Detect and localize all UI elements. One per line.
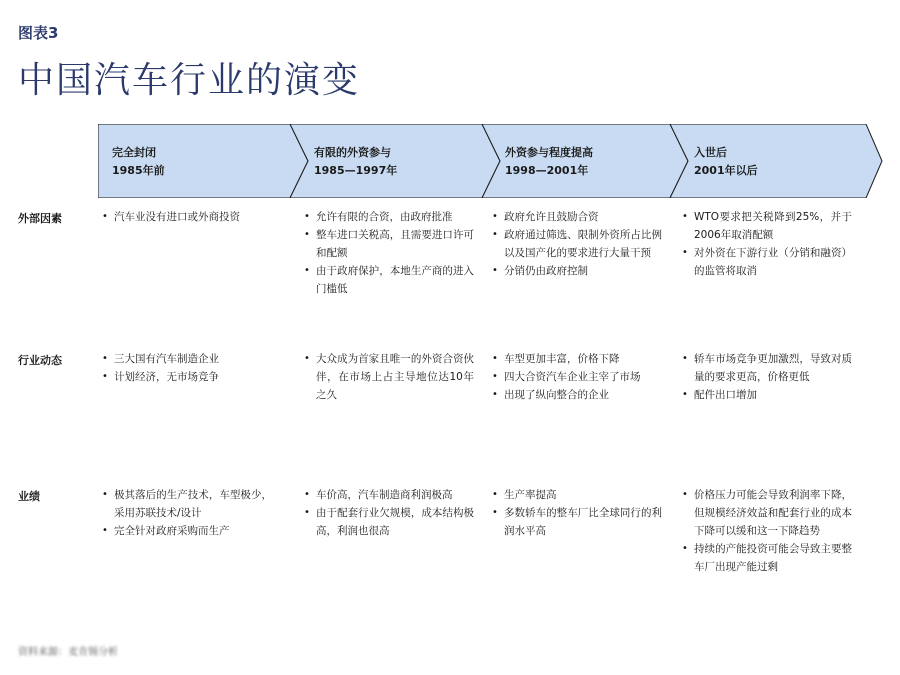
cell-performance-stage-4 (680, 486, 852, 576)
cell-performance-stage-1 (100, 486, 272, 540)
row-label-industry-dynamics: 行业动态 (18, 354, 62, 367)
list-item: • 出现了纵向整合的企业 (490, 386, 662, 404)
list-item: • 三大国有汽车制造企业 (100, 350, 272, 368)
stage-label-1 (112, 144, 282, 180)
list-item: • 政府允许且鼓励合资 (490, 208, 662, 226)
stage-name: 入世后 (694, 146, 727, 159)
cell-dynamics-stage-1 (100, 350, 272, 386)
list-item: • 持续的产能投资可能会导致主要整车厂出现产能过剩 (680, 540, 852, 576)
cell-dynamics-stage-3 (490, 350, 662, 404)
stage-period: 1985年前 (112, 164, 165, 177)
exhibit-label: 图表3 (18, 24, 59, 42)
cell-dynamics-stage-2 (302, 350, 474, 404)
row-label-performance: 业绩 (18, 490, 40, 503)
cell-external-stage-4 (680, 208, 852, 280)
list-item: • 多数轿车的整车厂比全球同行的利润水平高 (490, 504, 662, 540)
list-item: • 由于配套行业欠规模，成本结构极高，利润也很高 (302, 504, 474, 540)
source-note: 资料来源：麦肯锡分析 (18, 647, 118, 658)
list-item: • 计划经济，无市场竞争 (100, 368, 272, 386)
list-item: • 生产率提高 (490, 486, 662, 504)
stage-name: 完全封闭 (112, 146, 156, 159)
list-item: • 轿车市场竞争更加激烈，导致对质量的要求更高，价格更低 (680, 350, 852, 386)
list-item: • 完全针对政府采购而生产 (100, 522, 272, 540)
list-item: • 对外资在下游行业（分销和融资）的监管将取消 (680, 244, 852, 280)
list-item: • 允许有限的合资，由政府批准 (302, 208, 474, 226)
cell-dynamics-stage-4 (680, 350, 852, 404)
list-item: • 大众成为首家且唯一的外资合资伙伴，在市场上占主导地位达10年之久 (302, 350, 474, 404)
stage-label-2 (314, 144, 484, 180)
list-item: • 车价高，汽车制造商利润极高 (302, 486, 474, 504)
list-item: • 政府通过筛选、限制外资所占比例以及国产化的要求进行大量干预 (490, 226, 662, 262)
stage-label-4 (694, 144, 864, 180)
stage-period: 1998—2001年 (505, 164, 589, 177)
stage-label-3 (505, 144, 675, 180)
stage-name: 外资参与程度提高 (505, 146, 593, 159)
list-item: • 分销仍由政府控制 (490, 262, 662, 280)
list-item: • 配件出口增加 (680, 386, 852, 404)
list-item: • 四大合资汽车企业主宰了市场 (490, 368, 662, 386)
list-item: • WTO要求把关税降到25%，并于2006年取消配额 (680, 208, 852, 244)
list-item: • 价格压力可能会导致利润率下降，但规模经济效益和配套行业的成本下降可以缓和这一下降趋势 (680, 486, 852, 540)
page-title: 中国汽车行业的演变 (18, 60, 361, 101)
list-item: • 整车进口关税高，且需要进口许可和配额 (302, 226, 474, 262)
cell-external-stage-3 (490, 208, 662, 280)
stage-name: 有限的外资参与 (314, 146, 391, 159)
stage-period: 1985—1997年 (314, 164, 398, 177)
cell-performance-stage-3 (490, 486, 662, 540)
cell-performance-stage-2 (302, 486, 474, 540)
stage-period: 2001年以后 (694, 164, 758, 177)
list-item: • 车型更加丰富，价格下降 (490, 350, 662, 368)
row-label-external-factors: 外部因素 (18, 212, 62, 225)
cell-external-stage-1 (100, 208, 272, 226)
list-item: • 由于政府保护，本地生产商的进入门槛低 (302, 262, 474, 298)
cell-external-stage-2 (302, 208, 474, 298)
list-item: • 汽车业没有进口或外商投资 (100, 208, 272, 226)
list-item: • 极其落后的生产技术，车型极少，采用苏联技术/设计 (100, 486, 272, 522)
